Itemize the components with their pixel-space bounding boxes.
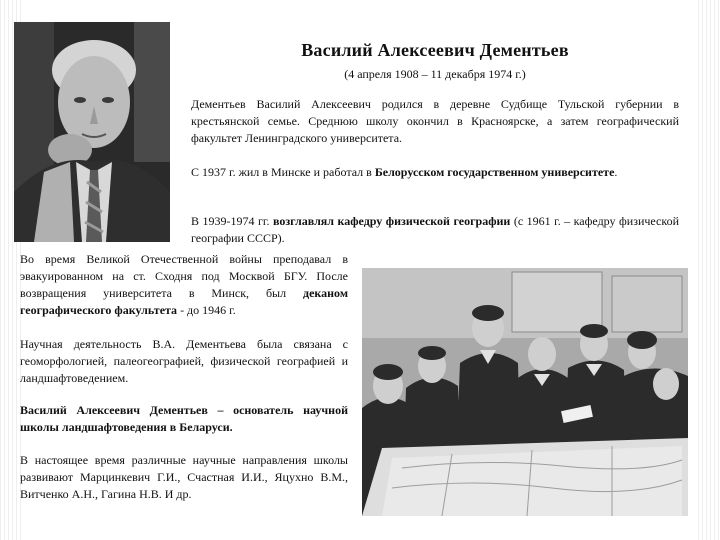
research-paragraph: Научная деятельность В.А. Дементьева была связана с геоморфологией, палеогеографией, физической географией и ландшафтоведением. (20, 337, 348, 385)
right-decorative-border (698, 0, 720, 540)
minsk-paragraph (191, 164, 679, 181)
dean-role: деканом географического факультета (20, 286, 348, 317)
minsk-text: С 1937 г. жил в Минске и работал в (191, 165, 375, 179)
war-paragraph (20, 251, 348, 319)
war-text: Во время Великой Отечественной войны преподавал в эвакуированном на ст. Сходня под Москвой БГУ. После возвращения университета в Минск, был (20, 252, 348, 300)
department-paragraph (191, 213, 679, 247)
department-note: (с 1961 г. – кафедру физической географии СССР). (191, 214, 680, 245)
dean-years: - до 1946 г. (177, 303, 236, 317)
department-years: В 1939-1974 гг. (191, 214, 273, 228)
page-title: Василий Алексеевич Дементьев (301, 40, 569, 60)
life-dates: (4 апреля 1908 – 11 декабря 1974 г.) (344, 67, 526, 81)
portrait-photo (14, 22, 170, 242)
successors-paragraph: В настоящее время различные научные направления школы развивают Марцинкевич Г.И., Счастная И.И., Яцухно В.М., Витченко А.Н., Гагина Н.В. И др. (20, 453, 348, 501)
minsk-end: . (614, 165, 618, 179)
department-role: возглавлял кафедру физической географии (272, 214, 511, 228)
bsu-name: Белорусском государственном университете (374, 165, 615, 179)
founder-paragraph: Василий Алексеевич Дементьев – основатель научной школы ландшафтоведения в Беларуси. (20, 403, 348, 434)
biography-paragraph: Дементьев Василий Алексеевич родился в деревне Судбище Тульской губернии в крестьянской семье. Среднюю школу окончил в Красноярске, а затем географический факультет Ленинградского университета. (191, 97, 679, 145)
group-photo (362, 268, 688, 516)
